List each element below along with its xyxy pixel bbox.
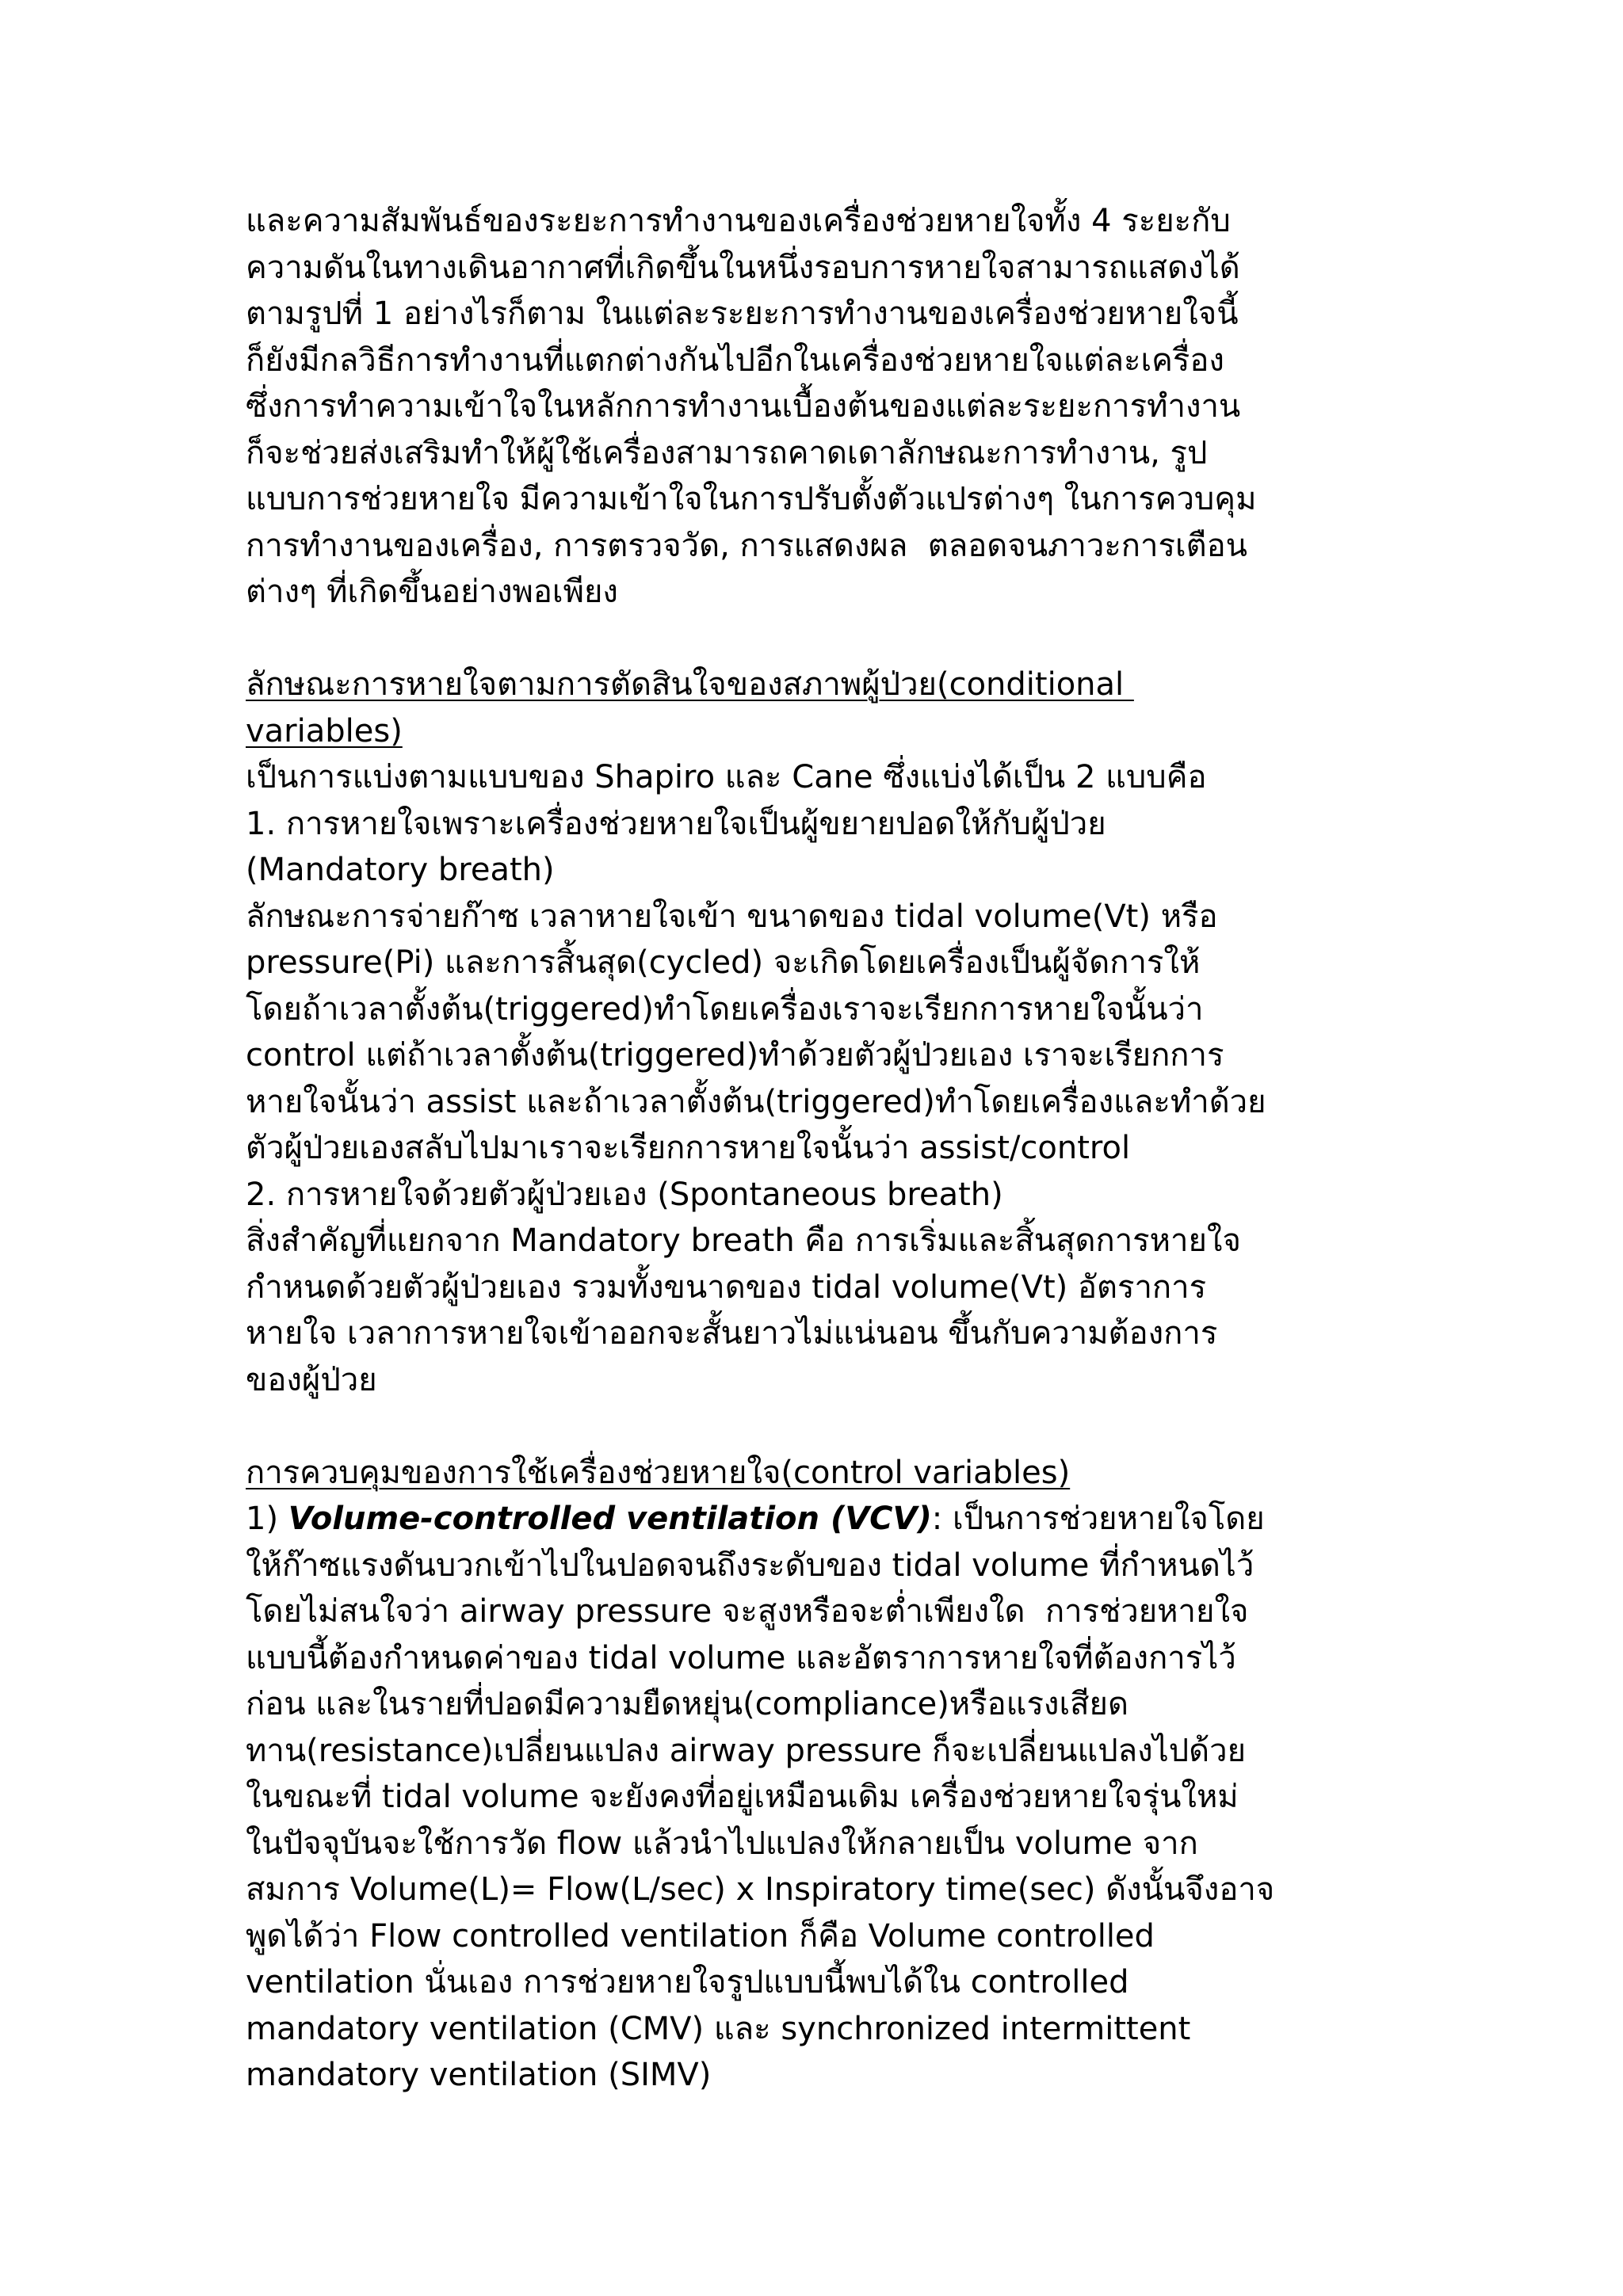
text-line: การทำงานของเครื่อง, การตรวจวัด, การแสดงผล ตลอดจนภาวะการเตือน — [246, 527, 1247, 564]
intro-paragraph — [246, 198, 1395, 616]
text-line: กำหนดด้วยตัวผู้ป่วยเอง รวมทั้งขนาดของ tidal volume(Vt) อัตราการ — [246, 1268, 1207, 1306]
text-line: control แต่ถ้าเวลาตั้งต้น(triggered)ทำด้วยตัวผู้ป่วยเอง เราจะเรียกการ — [246, 1037, 1224, 1074]
text-line: แบบการช่วยหายใจ มีความเข้าใจในการปรับตั้งตัวแปรต่างๆ ในการควบคุม — [246, 481, 1257, 517]
text-line: ก็ยังมีกลวิธีการทำงานที่แตกต่างกันไปอีกในเครื่องช่วยหายใจแต่ละเครื่อง — [246, 341, 1224, 379]
vcv-first-line — [246, 1496, 1395, 1543]
text-line: ซึ่งการทำความเข้าใจในหลักการทำงานเบื้องต้นของแต่ละระยะการทำงาน — [246, 388, 1241, 425]
text-line: สิ่งสำคัญที่แยกจาก Mandatory breath คือ การเริ่มและสิ้นสุดการหายใจ — [246, 1222, 1241, 1259]
section-heading-line2 — [246, 708, 1395, 755]
text-line: ต่างๆ ที่เกิดขึ้นอย่างพอเพียง — [246, 574, 618, 610]
text-line: สมการ Volume(L)= Flow(L/sec) x Inspiratory time(sec) ดังนั้นจึงอาจ — [246, 1871, 1275, 1908]
text-line: ให้ก๊าซแรงดันบวกเข้าไปในปอดจนถึงระดับของ tidal volume ที่กำหนดไว้ — [246, 1547, 1254, 1584]
text-line: เป็นการแบ่งตามแบบของ Shapiro และ Cane ซึ่งแบ่งได้เป็น 2 แบบคือ — [246, 759, 1207, 795]
conditional-variables-section — [246, 662, 1395, 1403]
text-line: ในขณะที่ tidal volume จะยังคงที่อยู่เหมือนเดิม เครื่องช่วยหายใจรุ่นใหม่ — [246, 1779, 1239, 1815]
vcv-number: 1) — [246, 1501, 288, 1537]
section-heading-line1 — [246, 662, 1395, 708]
text-line: pressure(Pi) และการสิ้นสุด(cycled) จะเกิดโดยเครื่องเป็นผู้จัดการให้ — [246, 944, 1201, 981]
paragraph-gap — [246, 1403, 1395, 1450]
text-line: โดยถ้าเวลาตั้งต้น(triggered)ทำโดยเครื่องเราจะเรียกการหายใจนั้นว่า — [246, 990, 1204, 1028]
text-line: ก็จะช่วยส่งเสริมทำให้ผู้ใช้เครื่องสามารถคาดเดาลักษณะการทำงาน, รูป — [246, 434, 1208, 471]
text-line: ของผู้ป่วย — [246, 1361, 377, 1398]
section-heading-line — [246, 1450, 1395, 1497]
text-line: ลักษณะการจ่ายก๊าซ เวลาหายใจเข้า ขนาดของ tidal volume(Vt) หรือ — [246, 898, 1218, 935]
text-line: ตามรูปที่ 1 อย่างไรก็ตาม ในแต่ละระยะการทำงานของเครื่องช่วยหายใจนี้ — [246, 296, 1239, 332]
text-line: mandatory ventilation (SIMV) — [246, 2057, 712, 2093]
text-line: พูดได้ว่า Flow controlled ventilation ก็คือ Volume controlled — [246, 1917, 1155, 1955]
text-line: โดยไม่สนใจว่า airway pressure จะสูงหรือจะต่ำเพียงใด การช่วยหายใจ — [246, 1593, 1249, 1630]
text-line: ในปัจจุบันจะใช้การวัด flow แล้วนำไปแปลงให้กลายเป็น volume จาก — [246, 1825, 1198, 1862]
text-line: หายใจ เวลาการหายใจเข้าออกจะสั้นยาวไม่แน่นอน ขึ้นกับความต้องการ — [246, 1315, 1218, 1352]
paragraph-gap — [246, 616, 1395, 662]
text-line: ventilation นั่นเอง การช่วยหายใจรูปแบบนี้พบได้ใน controlled — [246, 1964, 1129, 2000]
text-line: mandatory ventilation (CMV) และ synchronized intermittent — [246, 2010, 1191, 2047]
text-line: ทาน(resistance)เปลี่ยนแปลง airway pressure ก็จะเปลี่ยนแปลงไปด้วย — [246, 1732, 1247, 1769]
text-line: และความสัมพันธ์ของระยะการทำงานของเครื่องช่วยหายใจทั้ง 4 ระยะกับ — [246, 203, 1231, 239]
text-line: แบบนี้ต้องกำหนดค่าของ tidal volume และอัตราการหายใจที่ต้องการไว้ — [246, 1639, 1236, 1676]
text-line: ก่อน และในรายที่ปอดมีความยืดหยุ่น(compliance)หรือแรงเสียด — [246, 1686, 1128, 1722]
vcv-term: Volume-controlled ventilation (VCV) — [288, 1501, 932, 1537]
text-line: หายใจนั้นว่า assist และถ้าเวลาตั้งต้น(triggered)ทำโดยเครื่องและทำด้วย — [246, 1083, 1266, 1120]
document-page — [246, 198, 1395, 2099]
text-line: 1. การหายใจเพราะเครื่องช่วยหายใจเป็นผู้ขยายปอดให้กับผู้ป่วย — [246, 805, 1106, 842]
text-line: ตัวผู้ป่วยเองสลับไปมาเราจะเรียกการหายใจนั้นว่า assist/control — [246, 1130, 1131, 1166]
section-heading-text: ลักษณะการหายใจตามการตัดสินใจของสภาพผู้ป่วย(conditional — [246, 666, 1134, 703]
text-line: 2. การหายใจด้วยตัวผู้ป่วยเอง (Spontaneous breath) — [246, 1176, 1003, 1213]
control-variables-section — [246, 1450, 1395, 2099]
section-heading-text: การควบคุมของการใช้เครื่องช่วยหายใจ(control variables) — [246, 1454, 1071, 1491]
text-line: (Mandatory breath) — [246, 852, 555, 888]
vcv-definition-start: : เป็นการช่วยหายใจโดย — [931, 1501, 1265, 1537]
section-heading-text: variables) — [246, 712, 403, 749]
text-line: ความดันในทางเดินอากาศที่เกิดขึ้นในหนึ่งรอบการหายใจสามารถแสดงได้ — [246, 249, 1240, 286]
